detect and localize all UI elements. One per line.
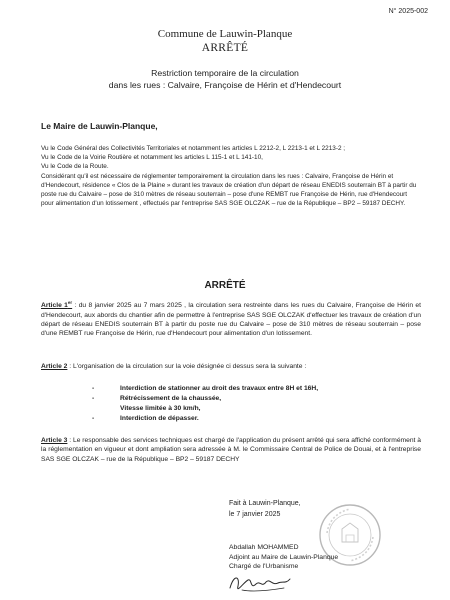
considerants-block: [41, 144, 421, 208]
article-3: [41, 436, 421, 464]
handwritten-signature: [226, 570, 296, 596]
signatory-name: Abdallah MOHAMMED: [229, 544, 299, 551]
considerant-paragraph: Considérant qu'il est nécessaire de réglementer temporairement la circulation dans les rues : Calvaire, Françoise de Hérin et d'Hendecourt, résidence « Clos de la Plaine » durant les travaux de création d'un départ de réseau ENEDIS souterrain BT à partir du poste rue du Calvaire – pose de 310 mètres de réseau souterrain – pose d'une REMBT rue Françoise de Hérin, rue d'Hendecourt pour alimentation d'un lotissement , effectués par l'entreprise SAS SGE OLCZAK – rue de la République – BP2 – 59187 DECHY.: [41, 172, 417, 208]
measure-item: - Interdiction de stationner au droit des travaux entre 8H et 16H,: [92, 385, 319, 392]
arrete-section-title: ARRÊTÉ: [204, 280, 246, 291]
article-1-text: : du 8 janvier 2025 au 7 mars 2025 , la circulation sera restreinte dans les rues du Calvaire, Françoise de Hérin et d'Hendecourt, aux abords du chantier afin de permettre à l'entreprise SAS SGE OLCZAK d'effectuer les travaux de création d'un départ de réseau ENEDIS souterrain BT à partir du poste rue du Calvaire – pose de 310 mètres de réseau souterrain – pose d'une REMBT rue Françoise de Hérin, rue d'Hendecourt pour alimentation d'un lotissement.: [41, 302, 421, 338]
measure-bullet: -: [92, 385, 95, 392]
measure-item: - Rétrécissement de la chaussée,: [92, 395, 222, 402]
article-3-text: : Le responsable des services techniques est chargé de l'application du présent arrêté qui sera affiché conformément à la réglementation en vigueur et dont ampliation sera adressée à M. le Commissaire Central de Police de Douai, et à l'entreprise SAS SGE OLCZAK – rue de la République – BP2 – 59187 DECHY: [41, 437, 421, 463]
measure-bullet: -: [92, 415, 95, 422]
place-and-date: [229, 498, 301, 520]
place-line: Fait à Lauwin-Planque,: [229, 500, 301, 507]
article-2: [41, 362, 421, 371]
vu-paragraph: Vu le Code de la Route.: [41, 163, 109, 171]
vu-paragraph: Vu le Code Général des Collectivités Territoriales et notamment les articles L 2212-2, L 2213-1 et L 2213-2 ;: [41, 145, 346, 152]
signatory-block: [229, 543, 338, 572]
measure-bullet: -: [92, 395, 95, 402]
article-2-label: Article 2: [41, 363, 68, 370]
article-1-label: Article 1er: [41, 300, 73, 310]
article-1: [41, 298, 421, 338]
subtitle-line-2: dans les rues : Calvaire, Françoise de Hérin et d'Hendecourt: [108, 80, 342, 90]
document-title: ARRÊTÉ: [201, 42, 249, 54]
subtitle-line-1: Restriction temporaire de la circulation: [151, 68, 299, 78]
document-reference-number: N° 2025-002: [388, 8, 428, 15]
document-subtitle: [60, 67, 390, 91]
measure-item: Vitesse limitée à 30 km/h,: [92, 404, 392, 414]
maire-heading: Le Maire de Lauwin-Planque,: [41, 121, 158, 131]
vu-paragraph: Vu le Code de la Voirie Routière et notamment les articles L 115-1 et L 141-10,: [41, 154, 263, 162]
article-2-text: : L'organisation de la circulation sur la voie désignée ci dessus sera la suivante :: [67, 363, 307, 370]
article-3-label: Article 3: [41, 437, 68, 444]
date-line: le 7 janvier 2025: [229, 511, 281, 518]
measure-bullet: [92, 404, 120, 414]
signatory-role: Chargé de l'Urbanisme: [229, 563, 299, 571]
signatory-role: Adjoint au Maire de Lauwin-Planque: [229, 553, 339, 561]
traffic-measures-list: [92, 384, 392, 424]
measure-item: - Interdiction de dépasser.: [92, 415, 199, 422]
commune-heading: Commune de Lauwin-Planque: [157, 28, 293, 40]
